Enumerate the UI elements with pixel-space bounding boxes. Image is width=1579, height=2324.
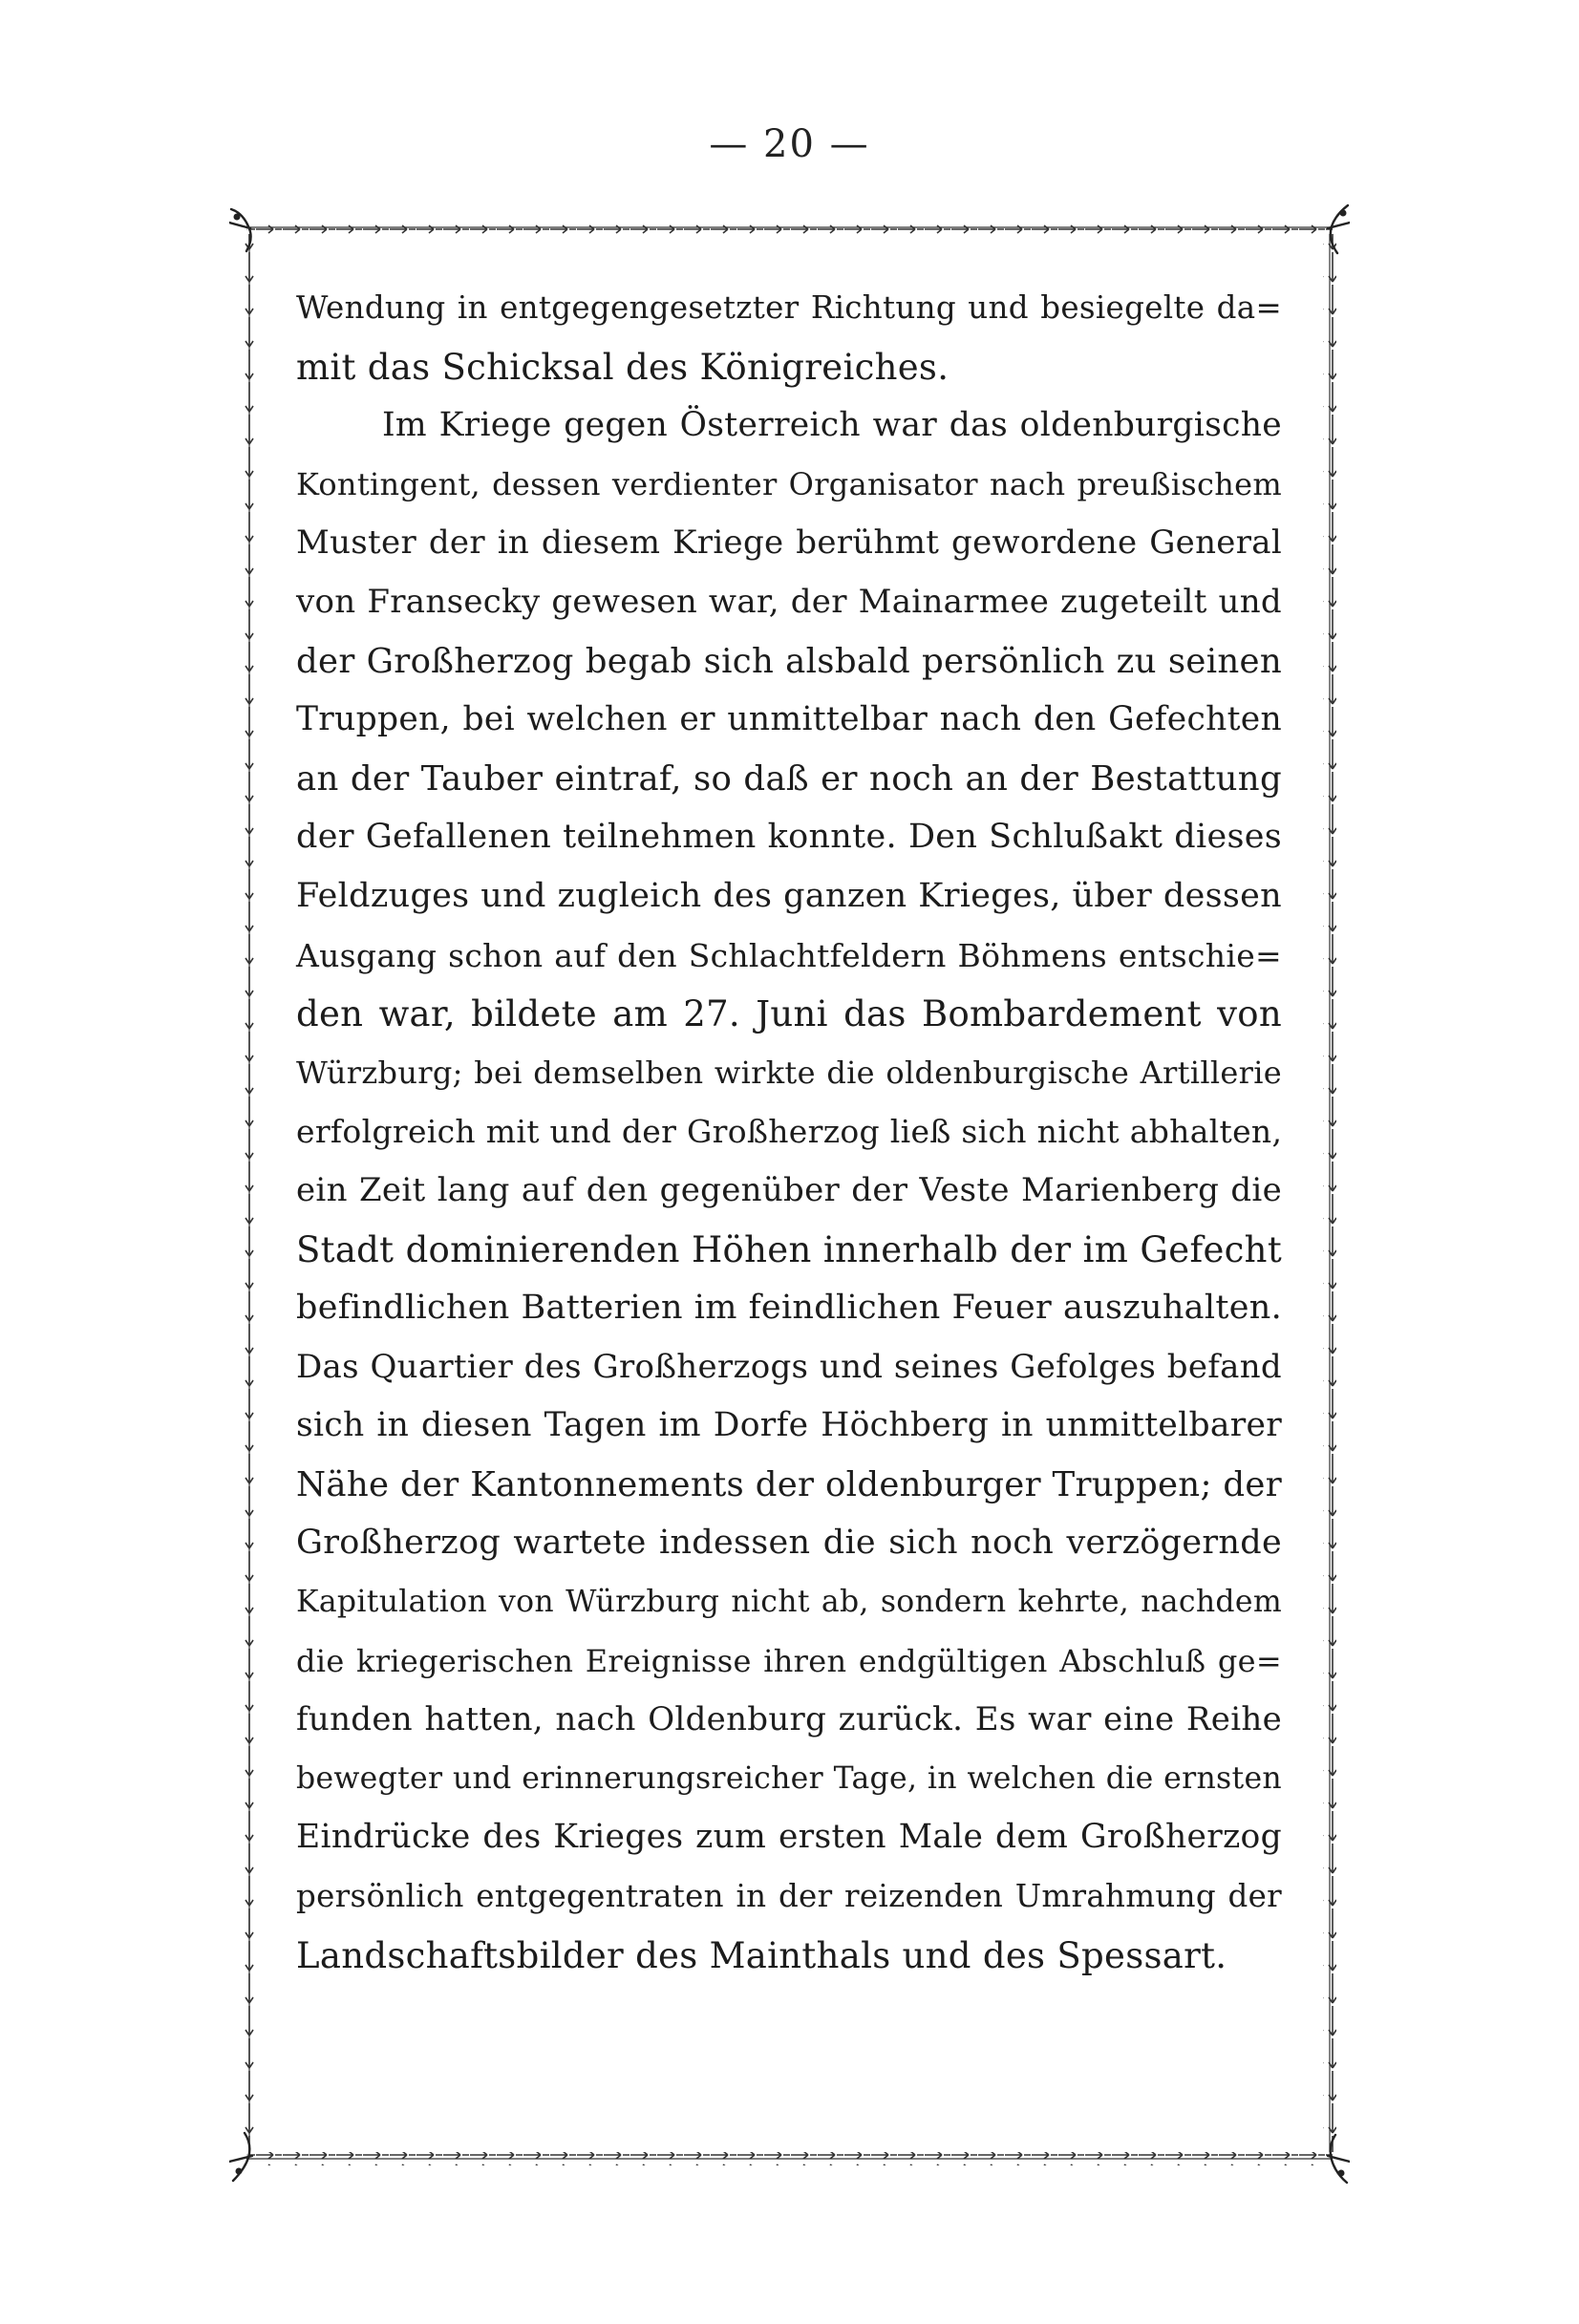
page-number: — 20 — [709,122,870,166]
text-line: den war, bildete am 27. Juni das Bombardement von [296,993,1282,1035]
text-line: Eindrücke des Krieges zum ersten Male dem Großherzog [296,1818,1282,1857]
text-line: erfolgreich mit und der Großherzog ließ sich nicht abhalten, [296,1113,1283,1151]
text-line: mit das Schicksal des Königreiches. [296,346,950,388]
text-line: Ausgang schon auf den Schlachtfeldern Böhmens entschie= [296,936,1282,974]
text-line: Großherzog wartete indessen die sich noch verzögernde [296,1524,1282,1563]
text-line: Stadt dominierenden Höhen innerhalb der im Gefecht [296,1228,1282,1270]
text-line: Kontingent, dessen verdienter Organisator nach preußischem [296,465,1282,502]
text-line: Landschaftsbilder des Mainthals und des Spessart. [296,1934,1227,1976]
text-line: Feldzuges und zugleich des ganzen Krieges, über dessen [296,876,1282,915]
text-line: Truppen, bei welchen er unmittelbar nach den Gefechten [296,700,1282,739]
text-line: funden hatten, nach Oldenburg zurück. Es war eine Reihe [296,1700,1282,1739]
text-line: sich in diesen Tagen im Dorfe Höchberg in unmittelbarer [296,1406,1282,1445]
text-line: der Gefallenen teilnehmen konnte. Den Schlußakt dieses [296,818,1282,857]
body-text [296,279,1282,1985]
text-line: ein Zeit lang auf den gegenüber der Veste Marienberg die [296,1170,1282,1209]
text-line: Würzburg; bei demselben wirkte die oldenburgische Artillerie [296,1054,1282,1091]
text-line: Kapitulation von Würzburg nicht ab, sondern kehrte, nachdem [296,1585,1282,1620]
text-line: der Großherzog begab sich alsbald persönlich zu seinen [296,641,1282,681]
text-line: an der Tauber eintraf, so daß er noch an der Bestattung [296,758,1282,799]
text-line: von Fransecky gewesen war, der Mainarmee zugeteilt und [296,582,1282,621]
text-line: Nähe der Kantonnements der oldenburger Truppen; der [296,1464,1282,1504]
text-line: bewegter und erinnerungsreicher Tage, in welchen die ernsten [296,1760,1282,1796]
text-line: befindlichen Batterien im feindlichen Feuer auszuhalten. [296,1289,1282,1328]
text-line: Muster der in diesem Kriege berühmt gewordene General [296,523,1282,563]
text-line: Das Quartier des Großherzogs und seines Gefolges befand [296,1347,1282,1386]
text-line: die kriegerischen Ereignisse ihren endgültigen Abschluß ge= [296,1642,1282,1679]
text-line: Wendung in entgegengesetzter Richtung und besiegelte da= [296,289,1282,326]
text-line: persönlich entgegentraten in der reizenden Umrahmung der [296,1878,1282,1915]
text-line: Im Kriege gegen Österreich war das oldenburgische [382,406,1282,445]
